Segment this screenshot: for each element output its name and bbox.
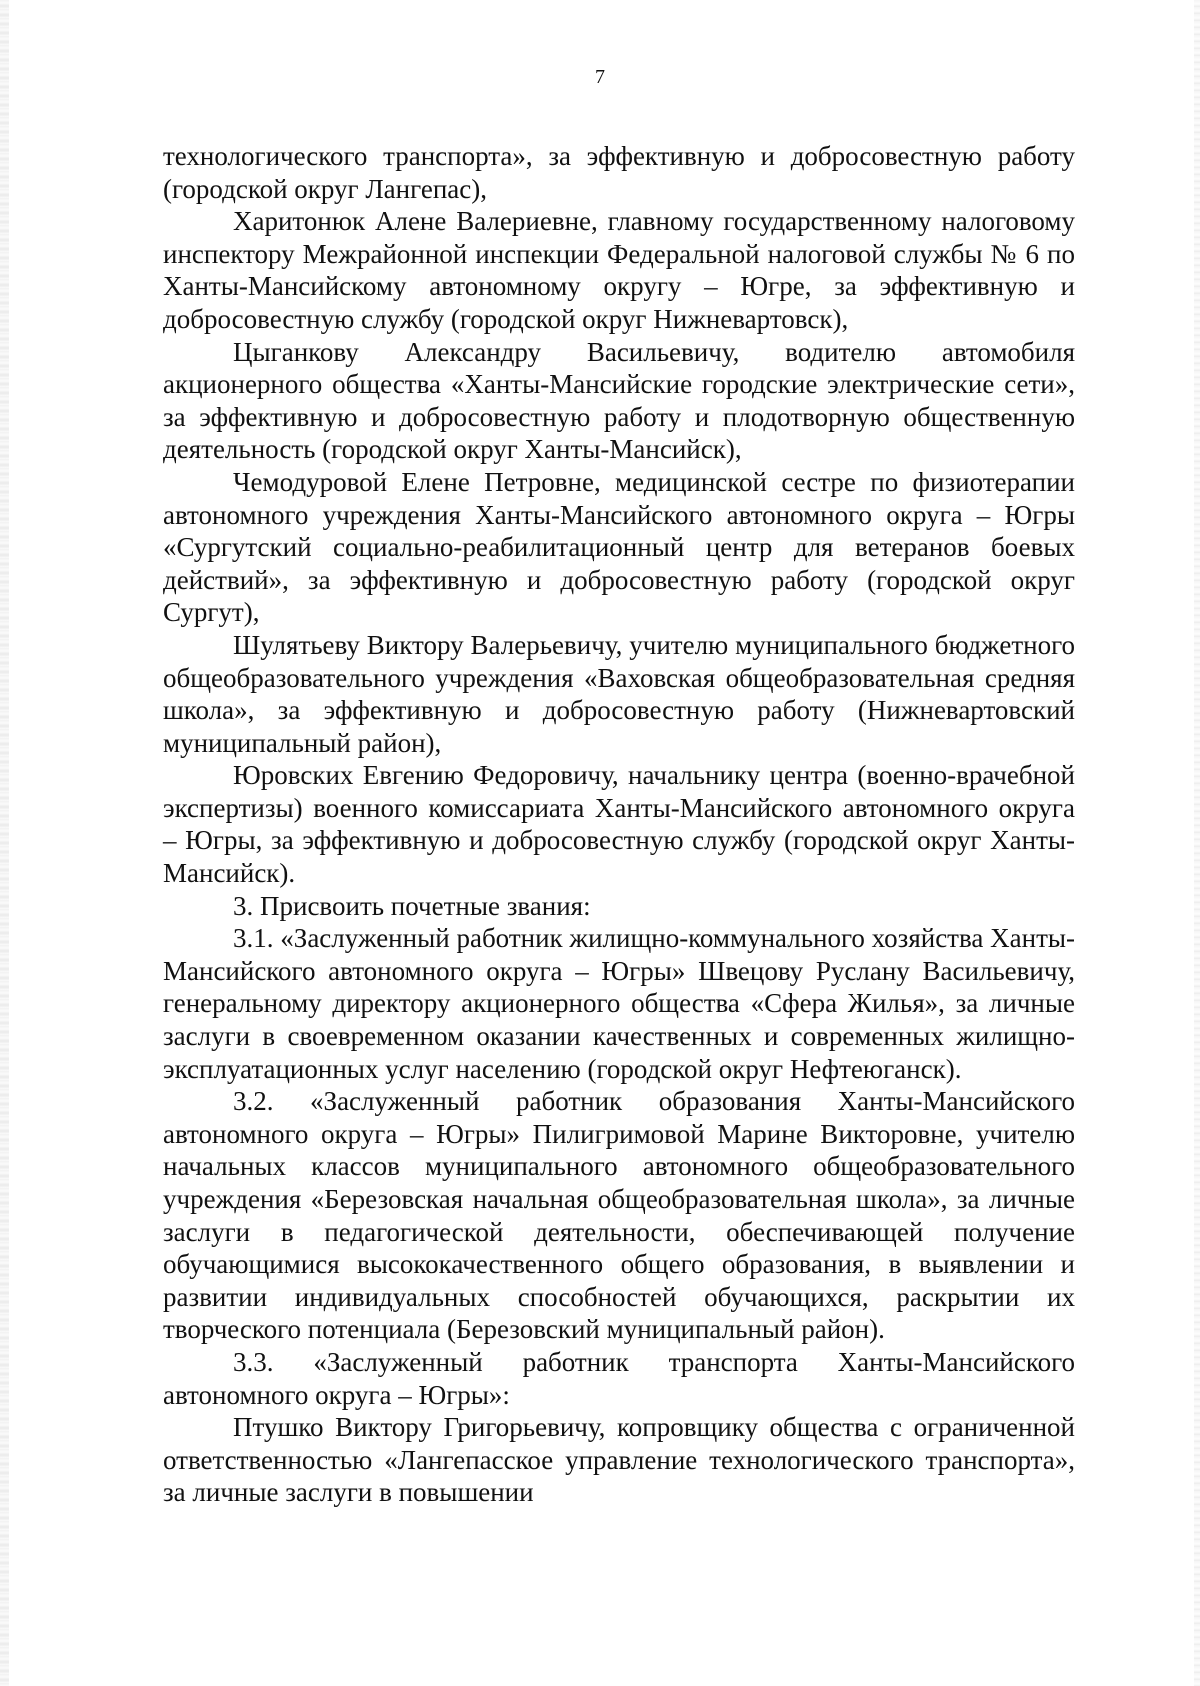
paragraph: Цыганкову Александру Васильевичу, водителю автомобиля акционерного общества «Ханты-Мансийские городские электрические сети», за эффективную и добросовестную работу и плодотворную общественную деятельность (городской округ Ханты-Мансийск), — [163, 336, 1075, 465]
paragraph: 3.1. «Заслуженный работник жилищно-коммунального хозяйства Ханты-Мансийского автономного округа – Югры» Швецову Руслану Васильевичу, генеральному директору акционерного общества «Сфера Жилья», за личные заслуги в своевременном оказании качественных и современных жилищно-эксплуатационных услуг населению (городской округ Нефтеюганск). — [163, 923, 1075, 1084]
paragraph: технологического транспорта», за эффективную и добросовестную работу (городской округ Лангепас), — [163, 141, 1075, 204]
paragraph: Харитонюк Алене Валериевне, главному государственному налоговому инспектору Межрайонной инспекции Федеральной налоговой службы № 6 по Ханты-Мансийскому автономному округу – Югре, за эффективную и добросовестную службу (городской округ Нижневартовск), — [163, 206, 1075, 334]
paragraph: Чемодуровой Елене Петровне, медицинской сестре по физиотерапии автономного учреждения Ханты-Мансийского автономного округа – Югры «Сургутский социально-реабилитационный центр для ветеранов боевых действий», за эффективную и добросовестную работу (городской округ Сургут), — [163, 466, 1075, 628]
paragraph: Шулятьеву Виктору Валерьевичу, учителю муниципального бюджетного общеобразовательного учреждения «Ваховская общеобразовательная средняя школа», за эффективную и добросовестную работу (Нижневартовский муниципальный район), — [163, 629, 1075, 758]
paragraph: 3.2. «Заслуженный работник образования Ханты-Мансийского автономного округа – Югры» Пилигримовой Марине Викторовне, учителю начальных классов муниципального автономного общеобразовательного учреждения «Березовская начальная общеобразовательная школа», за личные заслуги в педагогической деятельности, обеспечивающей получение обучающимися высококачественного общего образования, в выявлении и развитии индивидуальных способностей обучающихся, раскрытии их творческого потенциала (Березовский муниципальный район). — [163, 1086, 1075, 1345]
page-number: 7 — [595, 66, 605, 88]
paragraph: 3.3. «Заслуженный работник транспорта Ханты-Мансийского автономного округа – Югры»: — [163, 1346, 1075, 1410]
scan-edge-right — [1194, 0, 1200, 1686]
section-heading: 3. Присвоить почетные звания: — [233, 890, 591, 921]
paragraph: Юровских Евгению Федоровичу, начальнику центра (военно-врачебной экспертизы) военного комиссариата Ханты-Мансийского автономного округа – Югры, за эффективную и добросовестную службу (городской округ Ханты-Мансийск). — [163, 760, 1075, 889]
scan-edge-left — [0, 0, 9, 1686]
document-body — [163, 140, 1075, 1509]
paragraph: Птушко Виктору Григорьевичу, копровщику общества с ограниченной ответственностью «Лангепасское управление технологического транспорта», за личные заслуги в повышении — [163, 1412, 1075, 1508]
